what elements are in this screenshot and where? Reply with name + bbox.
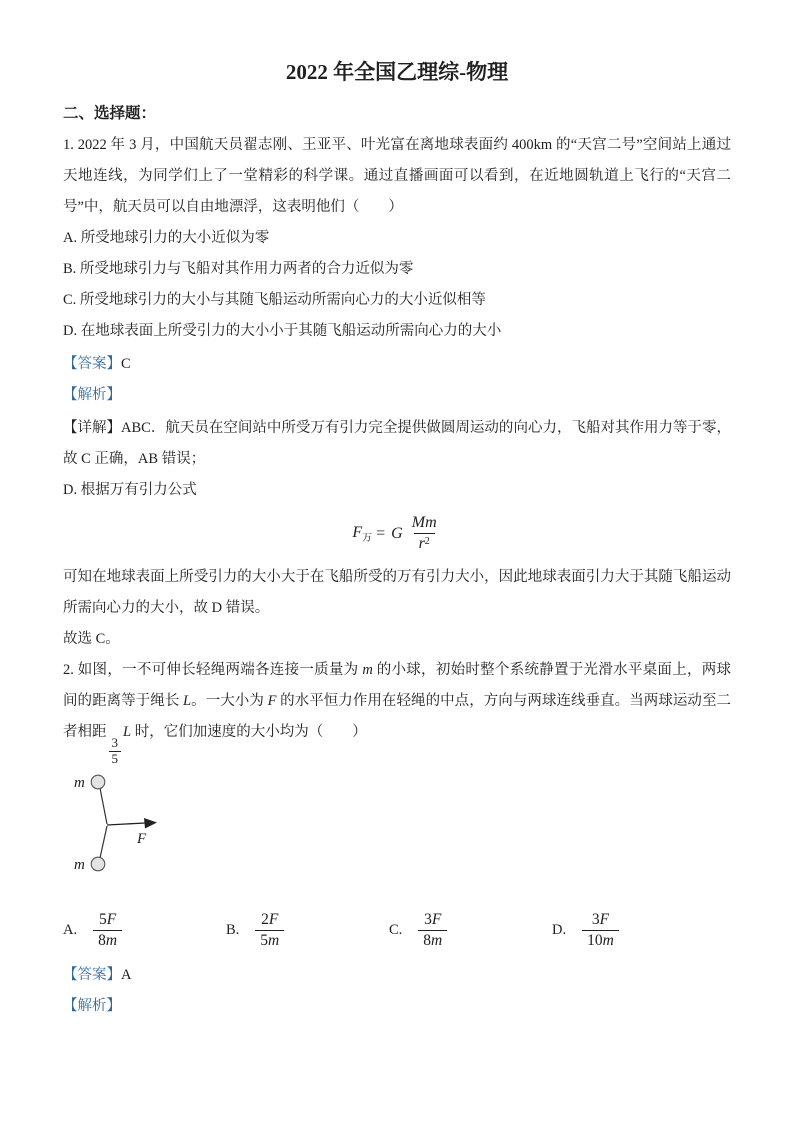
q1-answer-value: C xyxy=(121,356,131,372)
formula-equals: = xyxy=(376,524,386,542)
q2-option-d-num-var: F xyxy=(599,910,610,928)
q1-option-b: B. 所受地球引力与飞船对其作用力两者的合力近似为零 xyxy=(63,261,414,277)
force-arrow-head xyxy=(144,818,157,829)
analysis-marker: 【解析】 xyxy=(63,387,121,403)
rope-upper-segment xyxy=(100,788,107,824)
q2-option-a-den xyxy=(93,930,122,951)
q2-option-d-den-var: m xyxy=(602,932,614,950)
q2-stem-part4: 的水平恒力作用在轻绳的中点，方向与两球连线垂直。当两球运动至二者相距 xyxy=(63,692,732,740)
q2-option-c xyxy=(389,911,552,951)
q2-option-b-num-var: F xyxy=(268,910,279,928)
q1-detail-p1: 【详解】ABC．航天员在空间站中所受万有引力完全提供做圆周运动的向心力，飞船对其作用力等于零，故 C 正确，AB 错误； xyxy=(63,420,731,467)
q1-stem: 1. 2022 年 3 月，中国航天员翟志刚、王亚平、叶光富在离地球表面约 400km 的“天宫二号”空间站上通过天地连线，为同学们上了一堂精彩的科学课。通过直播画面可以看到，在近地圆轨道上飞行的“天宫二号”中，航天员可以自由地漂浮，这表明他们（ ） xyxy=(63,137,731,215)
q1-detail-p3: 可知在地球表面上所受引力的大小大于在飞船所受的万有引力大小，因此地球表面引力大于其随飞船运动所需向心力的大小，故 D 错误。 xyxy=(63,568,731,616)
q2-var-F: F xyxy=(267,692,277,709)
q2-stem-part3: 。一大小为 xyxy=(191,692,268,709)
q2-option-a-den-coef: 8 xyxy=(98,932,106,950)
q2-option-c-num-coef: 3 xyxy=(424,910,432,928)
q1-option-d: D. 在地球表面上所受引力的大小小于其随飞船运动所需向心力的大小 xyxy=(63,323,502,339)
q2-option-c-den xyxy=(418,930,447,951)
q2-stem-part2: 的小球，初始时整个系统静置于光滑水平桌面上，两球间的距离等于绳长 xyxy=(63,661,732,709)
formula-lhs-var: F xyxy=(352,523,363,541)
formula-denominator xyxy=(414,533,435,553)
q2-option-a xyxy=(63,911,226,951)
q2-answer-line xyxy=(63,960,731,991)
q2-option-c-num xyxy=(419,911,446,931)
formula-lhs xyxy=(352,524,372,544)
q2-inline-fraction-num: 3 xyxy=(111,734,118,750)
q2-option-c-den-var: m xyxy=(431,932,443,950)
section-heading: 二、选择题： xyxy=(63,105,157,122)
q2-var-L-2: L xyxy=(123,723,132,740)
formula-numerator xyxy=(407,514,442,533)
formula-lhs-subscript: 万 xyxy=(362,532,373,544)
q2-option-d-letter: D. xyxy=(552,922,567,939)
formula-denominator-var: r xyxy=(418,535,425,553)
q2-option-b-den-coef: 5 xyxy=(260,932,269,950)
q1-analysis-line xyxy=(63,380,731,411)
q2-option-c-letter: C. xyxy=(389,922,403,939)
q2-option-a-letter: A. xyxy=(63,922,78,939)
q2-option-d-num xyxy=(587,911,614,931)
q2-option-b-num xyxy=(256,911,283,931)
q2-figure xyxy=(63,771,731,875)
q2-option-b xyxy=(226,911,389,951)
top-ball xyxy=(91,775,105,789)
rope-lower-segment xyxy=(100,826,107,858)
q2-var-L: L xyxy=(183,692,192,709)
q2-option-d-fraction xyxy=(582,911,619,951)
q2-option-b-den xyxy=(255,930,284,951)
q2-option-b-num-coef: 2 xyxy=(261,910,269,928)
answer-marker: 【答案】 xyxy=(63,356,121,372)
q2-stem-part5: 时，它们加速度的大小均为（ ） xyxy=(131,723,367,740)
force-label: F xyxy=(137,830,147,847)
q1-option-a: A. 所受地球引力的大小近似为零 xyxy=(63,230,270,246)
bottom-ball xyxy=(91,857,105,871)
answer-marker: 【答案】 xyxy=(63,966,121,983)
top-ball-label: m xyxy=(74,774,85,791)
q2-option-b-letter: B. xyxy=(226,922,240,939)
q2-option-b-den-var: m xyxy=(268,932,280,950)
q2-option-c-den-coef: 8 xyxy=(423,932,432,950)
q2-stem xyxy=(63,655,731,767)
formula-denominator-exponent: 2 xyxy=(424,536,430,548)
q2-option-c-num-var: F xyxy=(431,910,442,928)
q1-gravity-formula xyxy=(63,514,731,554)
q1-answer-line xyxy=(63,349,731,380)
q2-answer-value: A xyxy=(121,966,132,983)
q2-option-a-den-var: m xyxy=(105,932,118,950)
q2-options xyxy=(63,911,731,951)
q1-option-c: C. 所受地球引力的大小与其随飞船运动所需向心力的大小近似相等 xyxy=(63,292,486,308)
bottom-ball-label: m xyxy=(74,856,85,873)
q2-option-a-num xyxy=(94,911,121,931)
q2-option-a-num-coef: 5 xyxy=(98,910,107,928)
q2-option-a-fraction xyxy=(93,911,122,951)
page-title: 2022 年全国乙理综-物理 xyxy=(285,60,509,84)
q2-option-d-num-coef: 3 xyxy=(591,910,600,928)
q2-option-b-fraction xyxy=(255,911,284,951)
force-arrow-shaft xyxy=(107,823,145,825)
q2-var-m: m xyxy=(362,661,373,678)
q2-analysis-line xyxy=(63,991,731,1022)
q2-option-a-num-var: F xyxy=(106,910,117,928)
page-content xyxy=(63,56,731,1024)
formula-gravitational-constant: G xyxy=(391,524,403,542)
q2-figure-svg xyxy=(63,771,243,875)
formula-numerator-vars: Mm xyxy=(411,514,437,531)
q2-inline-fraction-den: 5 xyxy=(109,751,122,767)
q2-option-d xyxy=(552,911,619,951)
formula-fraction xyxy=(407,514,442,554)
q2-option-d-den-coef: 10 xyxy=(587,932,603,950)
q2-inline-fraction xyxy=(109,736,122,767)
q2-option-c-fraction xyxy=(418,911,447,951)
q1-detail-p2: D. 根据万有引力公式 xyxy=(63,482,197,498)
q2-stem-part1: 2. 如图，一不可伸长轻绳两端各连接一质量为 xyxy=(63,661,363,678)
q1-conclusion: 故选 C。 xyxy=(63,630,120,647)
analysis-marker: 【解析】 xyxy=(63,997,121,1014)
q1-options xyxy=(63,223,731,347)
q2-option-d-den xyxy=(582,930,619,951)
